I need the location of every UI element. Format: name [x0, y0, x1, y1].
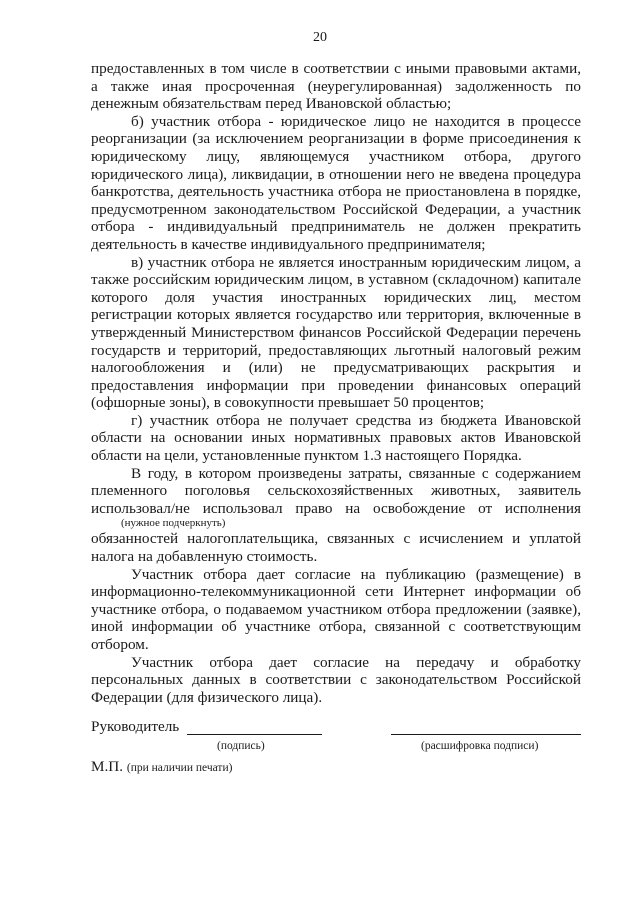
signature-label: Руководитель: [91, 718, 180, 735]
seal-row: [91, 758, 581, 776]
page-number: 20: [313, 30, 327, 45]
underline-hint: (нужное подчеркнуть): [121, 517, 226, 530]
paragraph-continuation: предоставленных в том числе в соответствии с иными правовыми актами, а также иная просроченная (неурегулированная) задолженность по денежным обязательствам перед Ивановской областью;: [91, 60, 581, 113]
seal-note: (при наличии печати): [126, 762, 233, 774]
signature-captions: [91, 740, 581, 756]
signature-row: [91, 718, 581, 740]
paragraph-item-v: в) участник отбора не является иностранным юридическим лицом, а также российским юридическим лицом, в уставном (складочном) капитале которого доля участия иностранных юридических лиц, местом регистрации которых является государство или территория, включенные в утвержденный Министерством финансов Российской Федерации перечень государств и территорий, предоставляющих льготный налоговый режим налогообложения и (или) не предусматривающих раскрытия и предоставления информации при проведении финансовых операций (офшорные зоны), в совокупности превышает 50 процентов;: [91, 253, 581, 412]
paragraph-consent-personal-data: Участник отбора дает согласие на передачу и обработку персональных данных в соответствии с законодательством Российской Федерации (для физического лица).: [91, 653, 581, 706]
signature-block: [91, 718, 581, 776]
signature-decode-line: [391, 734, 581, 735]
paragraph-item-g: г) участник отбора не получает средства из бюджета Ивановской области на основании иных нормативных правовых актов Ивановской области на цели, установленные пунктом 1.3 настоящего Порядка.: [91, 411, 581, 465]
paragraph-vat-exemption: В году, в котором произведены затраты, связанные с содержанием племенного поголовья сельскохозяйственных животных, заявитель использовал/не использовал право на освобождение от исполнения: [91, 464, 581, 517]
paragraph-vat-continuation: обязанностей налогоплательщика, связанных с исчислением и уплатой налога на добавленную стоимость.: [91, 530, 581, 566]
signature-line: [187, 734, 322, 735]
signature-caption: (подпись): [217, 740, 265, 752]
seal-label: М.П.: [91, 758, 124, 775]
document-body: [91, 60, 581, 706]
signature-decode-caption: (расшифровка подписи): [421, 740, 539, 752]
paragraph-item-b: б) участник отбора - юридическое лицо не находится в процессе реорганизации (за исключением реорганизации в форме присоединения к юридическому лицу, являющемуся участником отбора, другого юридического лица), ликвидации, в отношении него не введена процедура банкротства, деятельность участника отбора не приостановлена в порядке, предусмотренном законодательством Российской Федерации, а участник отбора - индивидуальный предприниматель не должен прекратить деятельность в качестве индивидуального предпринимателя;: [91, 112, 581, 253]
paragraph-consent-publication: Участник отбора дает согласие на публикацию (размещение) в информационно-телекоммуникационной сети Интернет информации об участнике отбора, о подаваемом участником отбора предложении (заявке), иной информации об участнике отбора, связанной с соответствующим отбором.: [91, 565, 581, 653]
